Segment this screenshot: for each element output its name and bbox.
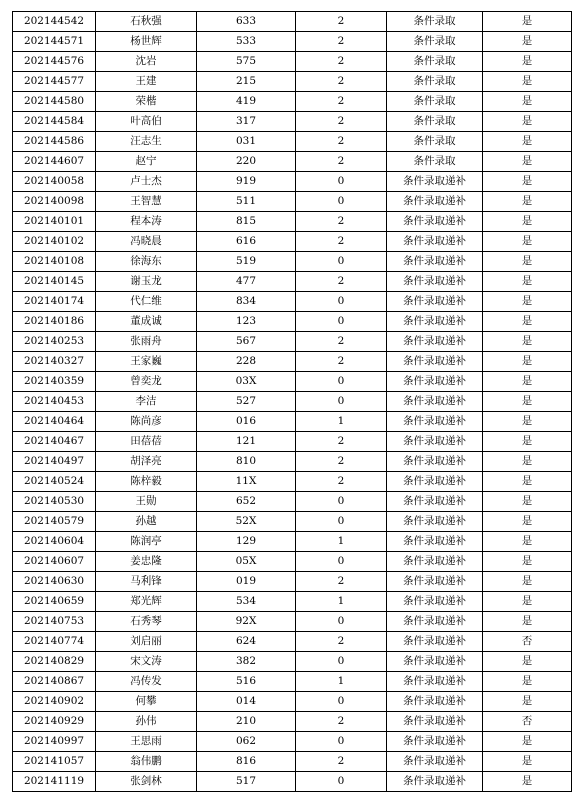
table-row xyxy=(13,32,572,52)
table-row xyxy=(13,692,572,712)
count-cell: 2 xyxy=(296,232,387,252)
id-suffix-cell: 317 xyxy=(197,112,296,132)
confirm-flag-cell: 是 xyxy=(483,232,572,252)
admission-type-cell: 条件录取 xyxy=(387,152,483,172)
candidate-name-cell: 赵宁 xyxy=(96,152,197,172)
table-row xyxy=(13,632,572,652)
confirm-flag-cell: 是 xyxy=(483,692,572,712)
table-row xyxy=(13,752,572,772)
admission-type-cell: 条件录取递补 xyxy=(387,652,483,672)
confirm-flag-cell: 是 xyxy=(483,512,572,532)
count-cell: 0 xyxy=(296,292,387,312)
id-suffix-cell: 810 xyxy=(197,452,296,472)
id-suffix-cell: 815 xyxy=(197,212,296,232)
table-row xyxy=(13,152,572,172)
count-cell: 2 xyxy=(296,212,387,232)
id-suffix-cell: 624 xyxy=(197,632,296,652)
candidate-id-cell: 202140327 xyxy=(13,352,96,372)
confirm-flag-cell: 是 xyxy=(483,352,572,372)
id-suffix-cell: 575 xyxy=(197,52,296,72)
count-cell: 2 xyxy=(296,472,387,492)
count-cell: 0 xyxy=(296,652,387,672)
candidate-name-cell: 沈岩 xyxy=(96,52,197,72)
count-cell: 2 xyxy=(296,112,387,132)
admission-type-cell: 条件录取递补 xyxy=(387,672,483,692)
candidate-id-cell: 202140997 xyxy=(13,732,96,752)
admission-type-cell: 条件录取递补 xyxy=(387,192,483,212)
count-cell: 2 xyxy=(296,32,387,52)
candidate-id-cell: 202140145 xyxy=(13,272,96,292)
confirm-flag-cell: 是 xyxy=(483,212,572,232)
table-row xyxy=(13,112,572,132)
table-row xyxy=(13,92,572,112)
admission-type-cell: 条件录取递补 xyxy=(387,772,483,792)
candidate-name-cell: 卢士杰 xyxy=(96,172,197,192)
confirm-flag-cell: 是 xyxy=(483,32,572,52)
admission-type-cell: 条件录取递补 xyxy=(387,352,483,372)
admission-type-cell: 条件录取 xyxy=(387,72,483,92)
candidate-name-cell: 曾奕龙 xyxy=(96,372,197,392)
admission-type-cell: 条件录取 xyxy=(387,52,483,72)
id-suffix-cell: 616 xyxy=(197,232,296,252)
id-suffix-cell: 511 xyxy=(197,192,296,212)
confirm-flag-cell: 是 xyxy=(483,452,572,472)
count-cell: 2 xyxy=(296,632,387,652)
table-row xyxy=(13,592,572,612)
table-row xyxy=(13,612,572,632)
candidate-name-cell: 程本涛 xyxy=(96,212,197,232)
candidate-name-cell: 杨世辉 xyxy=(96,32,197,52)
count-cell: 0 xyxy=(296,732,387,752)
count-cell: 0 xyxy=(296,392,387,412)
candidate-id-cell: 202140186 xyxy=(13,312,96,332)
id-suffix-cell: 516 xyxy=(197,672,296,692)
candidate-name-cell: 荣楷 xyxy=(96,92,197,112)
table-row xyxy=(13,172,572,192)
table-row xyxy=(13,312,572,332)
table-row xyxy=(13,192,572,212)
id-suffix-cell: 517 xyxy=(197,772,296,792)
admission-type-cell: 条件录取 xyxy=(387,92,483,112)
count-cell: 1 xyxy=(296,672,387,692)
count-cell: 0 xyxy=(296,252,387,272)
candidate-name-cell: 石秀琴 xyxy=(96,612,197,632)
count-cell: 2 xyxy=(296,452,387,472)
confirm-flag-cell: 是 xyxy=(483,172,572,192)
candidate-id-cell: 202140359 xyxy=(13,372,96,392)
id-suffix-cell: 228 xyxy=(197,352,296,372)
confirm-flag-cell: 是 xyxy=(483,552,572,572)
count-cell: 0 xyxy=(296,772,387,792)
confirm-flag-cell: 是 xyxy=(483,732,572,752)
confirm-flag-cell: 是 xyxy=(483,432,572,452)
count-cell: 2 xyxy=(296,432,387,452)
candidate-name-cell: 田蓓蓓 xyxy=(96,432,197,452)
candidate-id-cell: 202141119 xyxy=(13,772,96,792)
candidate-name-cell: 董成诚 xyxy=(96,312,197,332)
admission-table xyxy=(12,11,572,792)
confirm-flag-cell: 否 xyxy=(483,632,572,652)
id-suffix-cell: 11X xyxy=(197,472,296,492)
confirm-flag-cell: 是 xyxy=(483,412,572,432)
candidate-id-cell: 202140774 xyxy=(13,632,96,652)
candidate-name-cell: 徐海东 xyxy=(96,252,197,272)
id-suffix-cell: 031 xyxy=(197,132,296,152)
candidate-id-cell: 202140464 xyxy=(13,412,96,432)
admission-table-body xyxy=(13,12,572,792)
count-cell: 0 xyxy=(296,512,387,532)
table-row xyxy=(13,352,572,372)
count-cell: 1 xyxy=(296,412,387,432)
table-row xyxy=(13,512,572,532)
admission-type-cell: 条件录取递补 xyxy=(387,572,483,592)
table-row xyxy=(13,432,572,452)
candidate-id-cell: 202140929 xyxy=(13,712,96,732)
candidate-id-cell: 202144542 xyxy=(13,12,96,32)
candidate-name-cell: 王勋 xyxy=(96,492,197,512)
confirm-flag-cell: 是 xyxy=(483,272,572,292)
confirm-flag-cell: 是 xyxy=(483,672,572,692)
candidate-name-cell: 王思雨 xyxy=(96,732,197,752)
candidate-name-cell: 姜忠隆 xyxy=(96,552,197,572)
candidate-id-cell: 202140453 xyxy=(13,392,96,412)
candidate-id-cell: 202144584 xyxy=(13,112,96,132)
admission-type-cell: 条件录取递补 xyxy=(387,292,483,312)
count-cell: 0 xyxy=(296,692,387,712)
id-suffix-cell: 567 xyxy=(197,332,296,352)
table-row xyxy=(13,292,572,312)
candidate-name-cell: 郑光辉 xyxy=(96,592,197,612)
count-cell: 2 xyxy=(296,272,387,292)
count-cell: 2 xyxy=(296,12,387,32)
admission-type-cell: 条件录取 xyxy=(387,132,483,152)
count-cell: 2 xyxy=(296,152,387,172)
id-suffix-cell: 519 xyxy=(197,252,296,272)
confirm-flag-cell: 是 xyxy=(483,252,572,272)
id-suffix-cell: 419 xyxy=(197,92,296,112)
admission-type-cell: 条件录取递补 xyxy=(387,212,483,232)
admission-type-cell: 条件录取递补 xyxy=(387,732,483,752)
admission-type-cell: 条件录取递补 xyxy=(387,372,483,392)
id-suffix-cell: 652 xyxy=(197,492,296,512)
confirm-flag-cell: 是 xyxy=(483,12,572,32)
table-row xyxy=(13,332,572,352)
candidate-name-cell: 何攀 xyxy=(96,692,197,712)
id-suffix-cell: 816 xyxy=(197,752,296,772)
confirm-flag-cell: 是 xyxy=(483,112,572,132)
admission-type-cell: 条件录取 xyxy=(387,112,483,132)
table-row xyxy=(13,12,572,32)
candidate-name-cell: 马利锋 xyxy=(96,572,197,592)
admission-type-cell: 条件录取递补 xyxy=(387,252,483,272)
admission-type-cell: 条件录取递补 xyxy=(387,492,483,512)
id-suffix-cell: 123 xyxy=(197,312,296,332)
candidate-id-cell: 202140108 xyxy=(13,252,96,272)
admission-type-cell: 条件录取递补 xyxy=(387,172,483,192)
id-suffix-cell: 533 xyxy=(197,32,296,52)
admission-type-cell: 条件录取递补 xyxy=(387,512,483,532)
candidate-name-cell: 叶高伯 xyxy=(96,112,197,132)
confirm-flag-cell: 是 xyxy=(483,532,572,552)
count-cell: 2 xyxy=(296,332,387,352)
candidate-name-cell: 翁伟鹏 xyxy=(96,752,197,772)
table-row xyxy=(13,492,572,512)
table-row xyxy=(13,52,572,72)
candidate-name-cell: 孙伟 xyxy=(96,712,197,732)
candidate-id-cell: 202140098 xyxy=(13,192,96,212)
confirm-flag-cell: 是 xyxy=(483,372,572,392)
id-suffix-cell: 52X xyxy=(197,512,296,532)
candidate-name-cell: 陈梓毅 xyxy=(96,472,197,492)
candidate-id-cell: 202140174 xyxy=(13,292,96,312)
candidate-name-cell: 王智慧 xyxy=(96,192,197,212)
table-row xyxy=(13,72,572,92)
admission-type-cell: 条件录取 xyxy=(387,32,483,52)
candidate-name-cell: 李洁 xyxy=(96,392,197,412)
id-suffix-cell: 215 xyxy=(197,72,296,92)
candidate-id-cell: 202144571 xyxy=(13,32,96,52)
admission-type-cell: 条件录取递补 xyxy=(387,392,483,412)
admission-type-cell: 条件录取递补 xyxy=(387,612,483,632)
candidate-name-cell: 汪志生 xyxy=(96,132,197,152)
candidate-id-cell: 202140467 xyxy=(13,432,96,452)
table-row xyxy=(13,772,572,792)
count-cell: 2 xyxy=(296,72,387,92)
candidate-id-cell: 202140659 xyxy=(13,592,96,612)
candidate-name-cell: 张剑林 xyxy=(96,772,197,792)
admission-type-cell: 条件录取递补 xyxy=(387,592,483,612)
table-row xyxy=(13,672,572,692)
candidate-name-cell: 张雨舟 xyxy=(96,332,197,352)
id-suffix-cell: 92X xyxy=(197,612,296,632)
table-row xyxy=(13,252,572,272)
id-suffix-cell: 534 xyxy=(197,592,296,612)
candidate-name-cell: 刘启丽 xyxy=(96,632,197,652)
confirm-flag-cell: 是 xyxy=(483,592,572,612)
count-cell: 2 xyxy=(296,52,387,72)
admission-type-cell: 条件录取递补 xyxy=(387,432,483,452)
candidate-id-cell: 202140607 xyxy=(13,552,96,572)
count-cell: 0 xyxy=(296,492,387,512)
count-cell: 2 xyxy=(296,92,387,112)
confirm-flag-cell: 是 xyxy=(483,492,572,512)
candidate-name-cell: 宋文涛 xyxy=(96,652,197,672)
admission-type-cell: 条件录取递补 xyxy=(387,312,483,332)
id-suffix-cell: 382 xyxy=(197,652,296,672)
id-suffix-cell: 062 xyxy=(197,732,296,752)
candidate-id-cell: 202140253 xyxy=(13,332,96,352)
candidate-id-cell: 202140102 xyxy=(13,232,96,252)
id-suffix-cell: 220 xyxy=(197,152,296,172)
count-cell: 0 xyxy=(296,612,387,632)
candidate-id-cell: 202140829 xyxy=(13,652,96,672)
admission-type-cell: 条件录取递补 xyxy=(387,472,483,492)
table-row xyxy=(13,712,572,732)
candidate-id-cell: 202144576 xyxy=(13,52,96,72)
table-row xyxy=(13,212,572,232)
id-suffix-cell: 019 xyxy=(197,572,296,592)
admission-list-sheet xyxy=(12,11,565,792)
count-cell: 1 xyxy=(296,532,387,552)
count-cell: 2 xyxy=(296,352,387,372)
admission-type-cell: 条件录取递补 xyxy=(387,412,483,432)
confirm-flag-cell: 是 xyxy=(483,312,572,332)
admission-type-cell: 条件录取递补 xyxy=(387,232,483,252)
confirm-flag-cell: 是 xyxy=(483,772,572,792)
id-suffix-cell: 121 xyxy=(197,432,296,452)
confirm-flag-cell: 是 xyxy=(483,652,572,672)
candidate-id-cell: 202140902 xyxy=(13,692,96,712)
table-row xyxy=(13,652,572,672)
confirm-flag-cell: 是 xyxy=(483,132,572,152)
count-cell: 2 xyxy=(296,132,387,152)
id-suffix-cell: 210 xyxy=(197,712,296,732)
count-cell: 0 xyxy=(296,552,387,572)
count-cell: 0 xyxy=(296,372,387,392)
candidate-id-cell: 202140753 xyxy=(13,612,96,632)
candidate-id-cell: 202140630 xyxy=(13,572,96,592)
table-row xyxy=(13,572,572,592)
id-suffix-cell: 016 xyxy=(197,412,296,432)
count-cell: 2 xyxy=(296,712,387,732)
admission-type-cell: 条件录取递补 xyxy=(387,332,483,352)
candidate-name-cell: 陈尚彦 xyxy=(96,412,197,432)
table-row xyxy=(13,452,572,472)
admission-type-cell: 条件录取递补 xyxy=(387,552,483,572)
table-row xyxy=(13,272,572,292)
id-suffix-cell: 014 xyxy=(197,692,296,712)
id-suffix-cell: 03X xyxy=(197,372,296,392)
candidate-name-cell: 王家巍 xyxy=(96,352,197,372)
admission-type-cell: 条件录取递补 xyxy=(387,452,483,472)
admission-type-cell: 条件录取递补 xyxy=(387,692,483,712)
admission-type-cell: 条件录取 xyxy=(387,12,483,32)
candidate-name-cell: 胡泽亮 xyxy=(96,452,197,472)
candidate-id-cell: 202144586 xyxy=(13,132,96,152)
confirm-flag-cell: 是 xyxy=(483,572,572,592)
id-suffix-cell: 477 xyxy=(197,272,296,292)
table-row xyxy=(13,532,572,552)
id-suffix-cell: 129 xyxy=(197,532,296,552)
admission-type-cell: 条件录取递补 xyxy=(387,712,483,732)
id-suffix-cell: 834 xyxy=(197,292,296,312)
admission-type-cell: 条件录取递补 xyxy=(387,752,483,772)
confirm-flag-cell: 是 xyxy=(483,612,572,632)
count-cell: 0 xyxy=(296,312,387,332)
id-suffix-cell: 527 xyxy=(197,392,296,412)
admission-type-cell: 条件录取递补 xyxy=(387,632,483,652)
candidate-name-cell: 陈润亭 xyxy=(96,532,197,552)
candidate-name-cell: 王建 xyxy=(96,72,197,92)
candidate-id-cell: 202140101 xyxy=(13,212,96,232)
table-row xyxy=(13,552,572,572)
table-row xyxy=(13,132,572,152)
count-cell: 0 xyxy=(296,192,387,212)
table-row xyxy=(13,472,572,492)
candidate-id-cell: 202140867 xyxy=(13,672,96,692)
table-row xyxy=(13,412,572,432)
id-suffix-cell: 633 xyxy=(197,12,296,32)
table-row xyxy=(13,732,572,752)
candidate-name-cell: 谢玉龙 xyxy=(96,272,197,292)
count-cell: 2 xyxy=(296,752,387,772)
candidate-id-cell: 202144580 xyxy=(13,92,96,112)
confirm-flag-cell: 是 xyxy=(483,752,572,772)
table-row xyxy=(13,372,572,392)
table-row xyxy=(13,232,572,252)
confirm-flag-cell: 是 xyxy=(483,292,572,312)
candidate-id-cell: 202141057 xyxy=(13,752,96,772)
candidate-id-cell: 202140497 xyxy=(13,452,96,472)
candidate-name-cell: 石秋强 xyxy=(96,12,197,32)
confirm-flag-cell: 否 xyxy=(483,712,572,732)
confirm-flag-cell: 是 xyxy=(483,92,572,112)
table-row xyxy=(13,392,572,412)
confirm-flag-cell: 是 xyxy=(483,152,572,172)
candidate-id-cell: 202144577 xyxy=(13,72,96,92)
admission-type-cell: 条件录取递补 xyxy=(387,272,483,292)
candidate-name-cell: 孙越 xyxy=(96,512,197,532)
candidate-id-cell: 202140579 xyxy=(13,512,96,532)
id-suffix-cell: 05X xyxy=(197,552,296,572)
confirm-flag-cell: 是 xyxy=(483,52,572,72)
admission-type-cell: 条件录取递补 xyxy=(387,532,483,552)
candidate-id-cell: 202140058 xyxy=(13,172,96,192)
candidate-id-cell: 202144607 xyxy=(13,152,96,172)
candidate-name-cell: 冯传发 xyxy=(96,672,197,692)
confirm-flag-cell: 是 xyxy=(483,332,572,352)
count-cell: 2 xyxy=(296,572,387,592)
confirm-flag-cell: 是 xyxy=(483,472,572,492)
candidate-id-cell: 202140524 xyxy=(13,472,96,492)
candidate-id-cell: 202140530 xyxy=(13,492,96,512)
count-cell: 0 xyxy=(296,172,387,192)
confirm-flag-cell: 是 xyxy=(483,192,572,212)
count-cell: 1 xyxy=(296,592,387,612)
confirm-flag-cell: 是 xyxy=(483,392,572,412)
candidate-id-cell: 202140604 xyxy=(13,532,96,552)
candidate-name-cell: 冯晓晨 xyxy=(96,232,197,252)
candidate-name-cell: 代仁维 xyxy=(96,292,197,312)
id-suffix-cell: 919 xyxy=(197,172,296,192)
confirm-flag-cell: 是 xyxy=(483,72,572,92)
